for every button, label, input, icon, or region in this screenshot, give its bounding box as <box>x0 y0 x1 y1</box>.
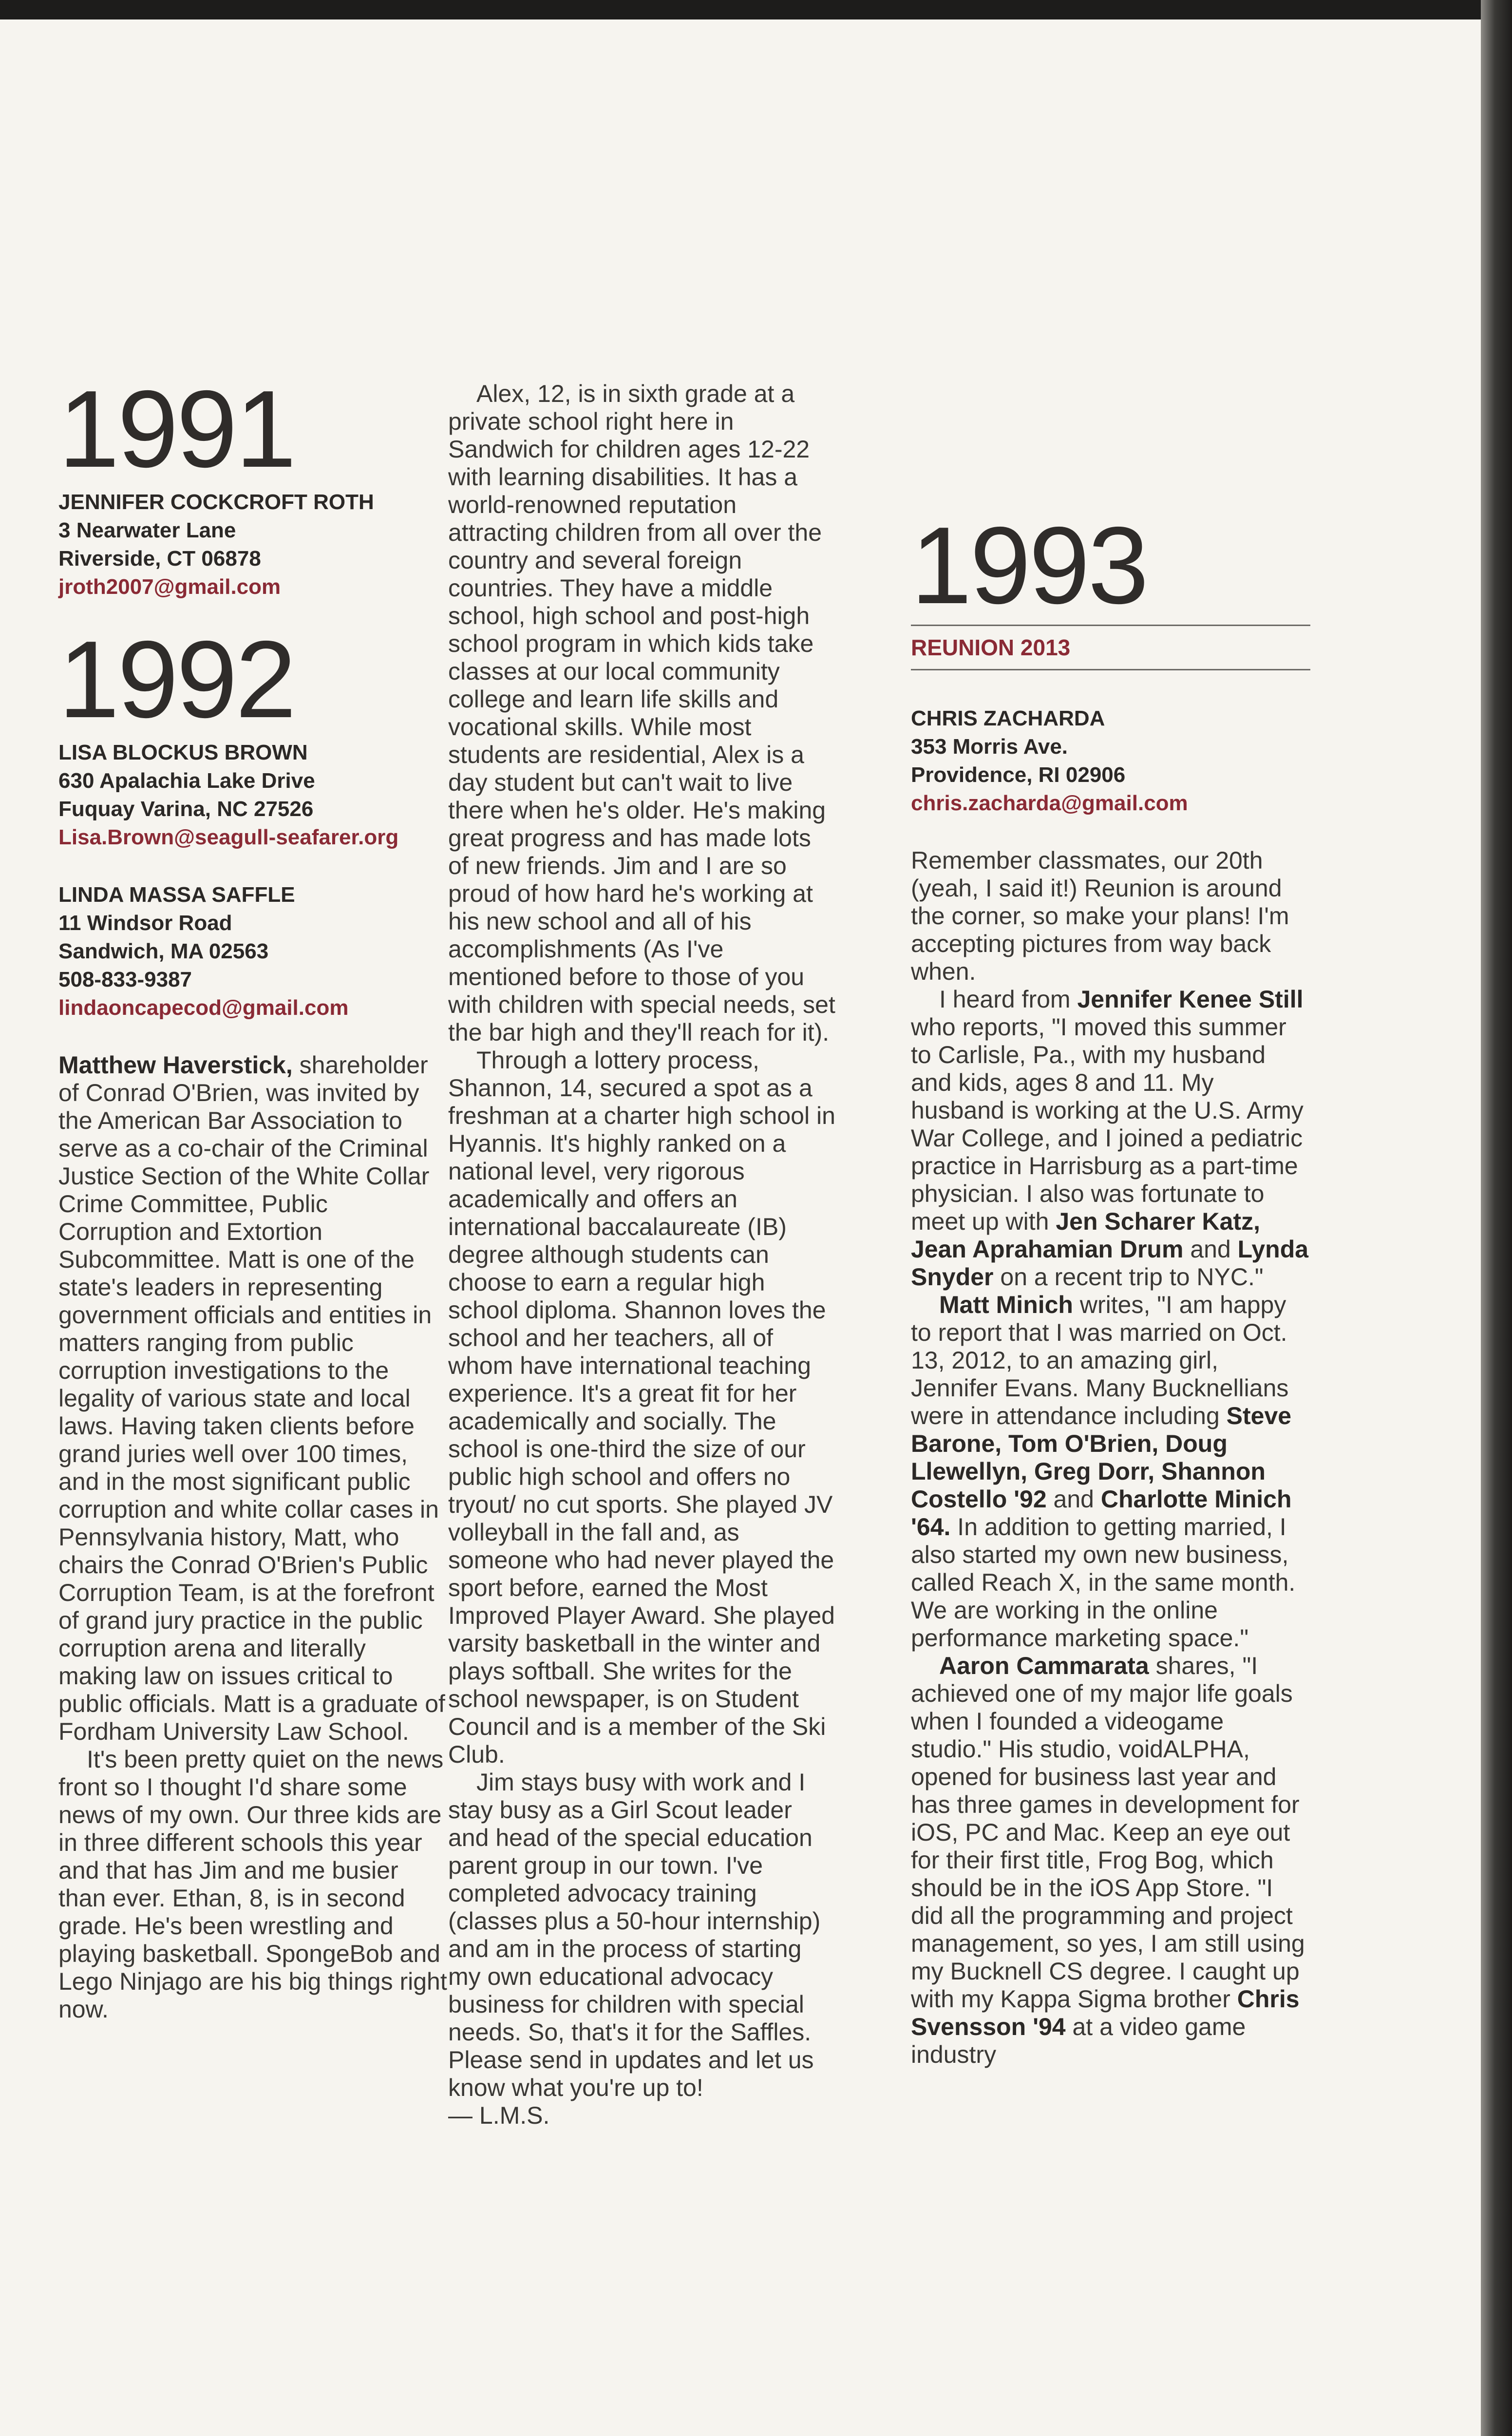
paragraph-alex: Alex, 12, is in sixth grade at a private school right here in Sandwich for children ages 12-22 with learning disabilities. It has a world-renowned reputation attracting children from all over the country and several foreign countries. They have a middle school, high school and post-high school program in which kids take classes at our local community college and learn life skills and vocational skills. While most students are residential, Alex is a day student but can't wait to live there when he's older. He's making great progress and has made lots of new friends. Jim and I are so proud of how hard he's working at his new school and all of his accomplishments (As I've mentioned before to those of you with children with special needs, set the bar high and they'll reach for it). <box>448 380 835 1046</box>
person-name: Jen Scharer Katz, Jean Aprahamian Drum <box>911 1208 1261 1263</box>
paragraph-text: and <box>1046 1485 1101 1513</box>
contact-email-link[interactable]: chris.zacharda@gmail.com <box>911 791 1188 815</box>
contact-address-line: 11 Windsor Road <box>58 911 232 935</box>
contact-block-1991 <box>58 488 448 601</box>
paragraph-shannon: Through a lottery process, Shannon, 14, secured a spot as a freshman at a charter high school in Hyannis. It's highly ranked on a national level, very rigorous academically and offers an international baccalaureate (IB) degree although students can choose to earn a regular high school diploma. Shannon loves the school and her teachers, all of whom have international teaching experience. It's a great fit for her academically and socially. The school is one-third the size of our public high school and offers no tryout/ no cut sports. She played JV volleyball in the fall and, as someone who had never played the sport before, earned the Most Improved Player Award. She played varsity basketball in the winter and plays softball. She writes for the school newspaper, is on Student Council and is a member of the Ski Club. <box>448 1047 835 1768</box>
contact-block-1992-brown <box>58 739 448 852</box>
contact-address-line: 3 Nearwater Lane <box>58 518 236 542</box>
paragraph-jim: Jim stays busy with work and I stay busy as a Girl Scout leader and head of the special education parent group in our town. I've completed advocacy training (classes plus a 50-hour internship) and am in the process of starting my own educational advocacy business for children with special needs. So, that's it for the Saffles. Please send in updates and let us know what you're up to! <box>448 1769 821 2101</box>
contact-phone: 508-833-9387 <box>58 968 192 991</box>
paragraph-text: at a video game industry <box>911 2013 1246 2068</box>
paragraph-text: on a recent trip to NYC." <box>993 1263 1264 1291</box>
person-name: Jennifer Kenee Still <box>1077 986 1304 1013</box>
contact-address-line: Fuquay Varina, NC 27526 <box>58 797 314 821</box>
column-3 <box>911 504 1310 2069</box>
page-edge <box>1481 0 1512 2436</box>
contact-email-link[interactable]: jroth2007@gmail.com <box>58 575 281 599</box>
contact-address-line: Sandwich, MA 02563 <box>58 939 269 963</box>
paragraph-cammarata <box>911 1652 1310 2069</box>
paragraph-text: In addition to getting married, I also started my own new business, called Reach X, in the same month. We are working in the online performance marketing space." <box>911 1513 1296 1652</box>
paragraph-minich <box>911 1291 1310 1652</box>
year-heading-1993: 1993 <box>911 504 1147 627</box>
person-name: Matthew Haverstick, <box>58 1051 293 1079</box>
paragraph-family-news: It's been pretty quiet on the news front so I thought I'd share some news of my own. Our three kids are in three different schools this year and that has Jim and me busier than ever. Ethan, 8, is in second grade. He's been wrestling and playing basketball. SpongeBob and Lego Ninjago are his big things right now. <box>58 1746 447 2023</box>
contact-email-link[interactable]: lindaoncapecod@gmail.com <box>58 996 349 1020</box>
person-name: Aaron Cammarata <box>939 1652 1149 1679</box>
paragraph-text: writes, "I am happy to report that I was married on Oct. 13, 2012, to an amazing girl, Jennifer Evans. Many Bucknellians were in attendance including <box>911 1291 1289 1429</box>
signature: — L.M.S. <box>448 2102 550 2129</box>
year-heading-1992: 1992 <box>58 618 295 741</box>
paragraph-text: and <box>1183 1236 1238 1263</box>
reunion-banner: REUNION 2013 <box>911 625 1310 670</box>
contact-address-line: 353 Morris Ave. <box>911 735 1068 759</box>
contact-address-line: 630 Apalachia Lake Drive <box>58 769 315 793</box>
contact-name: LISA BLOCKUS BROWN <box>58 741 308 764</box>
contact-address-line: Providence, RI 02906 <box>911 763 1126 787</box>
person-name: Lynda Snyder <box>911 1236 1309 1291</box>
contact-name: CHRIS ZACHARDA <box>911 706 1105 730</box>
column-1 <box>58 367 448 2023</box>
person-name: Matt Minich <box>939 1291 1073 1318</box>
paragraph-haverstick <box>58 1051 448 1746</box>
contact-block-1993 <box>911 704 1310 818</box>
paragraph-still <box>911 986 1310 1291</box>
paragraph-text: shareholder of Conrad O'Brien, was invited by the American Bar Association to serve as a co-chair of the Criminal Justice Section of the White Collar Crime Committee, Public Corruption and Extortion Subcommittee. Matt is one of the state's leaders in representing government officials and entities in matters ranging from public corruption investigations to the legality of various state and local laws. Having taken clients before grand juries well over 100 times, and in the most significant public corruption and white collar cases in Pennsylvania history, Matt, who chairs the Conrad O'Brien's Public Corruption Team, is at the forefront of grand jury practice in the public corruption arena and literally making law on issues critical to public officials. Matt is a graduate of Fordham University Law School. <box>58 1051 445 1745</box>
column-2 <box>448 380 838 2130</box>
contact-email-link[interactable]: Lisa.Brown@seagull-seafarer.org <box>58 825 399 849</box>
contact-name: LINDA MASSA SAFFLE <box>58 883 295 907</box>
paragraph-reunion: Remember classmates, our 20th (yeah, I said it!) Reunion is around the corner, so make your plans! I'm accepting pictures from way back when. <box>911 847 1289 985</box>
person-name: Charlotte Minich '64. <box>911 1485 1292 1541</box>
paragraph-text: I heard from <box>939 986 1077 1013</box>
year-heading-1991: 1991 <box>58 367 295 490</box>
contact-address-line: Riverside, CT 06878 <box>58 547 261 571</box>
paragraph-text: who reports, "I moved this summer to Carlisle, Pa., with my husband and kids, ages 8 and 11. My husband is working at the U.S. Army War College, and I joined a pediatric practice in Harrisburg as a part-time physician. I also was fortunate to meet up with <box>911 1013 1304 1235</box>
person-name: Steve Barone, Tom O'Brien, Doug Llewellyn, Greg Dorr, Shannon Costello '92 <box>911 1402 1292 1513</box>
contact-block-1992-saffle <box>58 881 448 1022</box>
person-name: Chris Svensson '94 <box>911 1985 1300 2040</box>
paragraph-text: shares, "I achieved one of my major life goals when I founded a videogame studio." His studio, voidALPHA, opened for business last year and has three games in development for iOS, PC and Mac. Keep an eye out for their first title, Frog Bog, which should be in the iOS App Store. "I did all the programming and project management, so yes, I am still using my Bucknell CS degree. I caught up with my Kappa Sigma brother <box>911 1652 1305 2013</box>
contact-name: JENNIFER COCKCROFT ROTH <box>58 490 374 514</box>
